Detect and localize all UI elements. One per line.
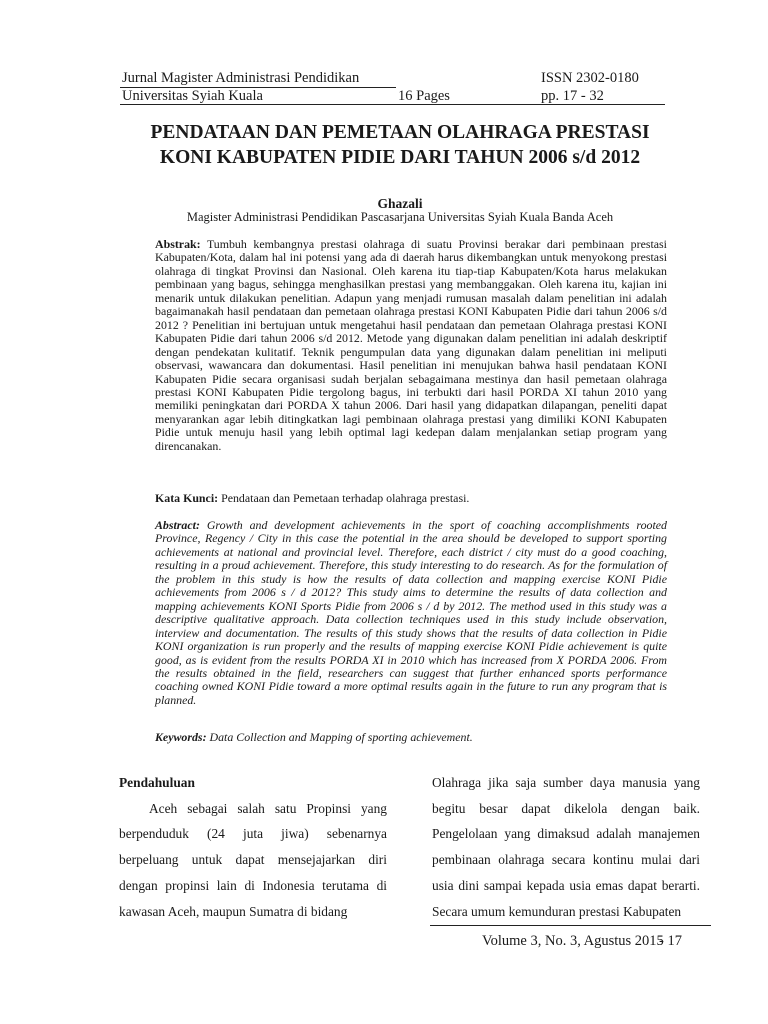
page-range: pp. 17 - 32 xyxy=(541,88,604,104)
article-title xyxy=(100,120,700,170)
keywords-label: Keywords: xyxy=(155,730,207,744)
footer-rule xyxy=(430,925,711,926)
kata-kunci-label: Kata Kunci: xyxy=(155,491,219,505)
abstrak-paragraph xyxy=(155,238,667,453)
left-column-text: Aceh sebagai salah satu Propinsi yang berpenduduk (24 juta jiwa) sebenarnya berpeluang untuk dapat mensejajarkan diri dengan propinsi lain di Indonesia terutama di kawasan Aceh, maupun Sumatra di bidang xyxy=(119,800,387,919)
journal-name: Jurnal Magister Administrasi Pendidikan xyxy=(122,70,360,86)
university-name: Universitas Syiah Kuala xyxy=(122,88,263,104)
header-rule-left xyxy=(120,87,396,88)
kata-kunci-paragraph xyxy=(155,492,667,505)
footer-volume: Volume 3, No. 3, Agustus 2015 xyxy=(482,933,664,949)
abstract-paragraph xyxy=(155,519,667,707)
keywords-text: Data Collection and Mapping of sporting achievement. xyxy=(209,730,473,744)
footer-page-number: - 17 xyxy=(659,933,682,949)
author-name: Ghazali xyxy=(377,196,423,211)
issn: ISSN 2302-0180 xyxy=(541,70,639,86)
abstract-text: Growth and development achievements in the sport of coaching accomplishments rooted Province, Regency / City in this case the potential in the area should be developed to support sporting achievements at national and provincial level. Therefore, each district / city must do a good coaching, resulting in a proud achievement. Therefore, this study interesting to do research. As for the formulation of the problem in this study is how the results of data collection and mapping exercise KONI Pidie achievements from 2006 s / d 2012? This study aims to determine the results of data collection and mapping achievements KONI Sports Pidie from 2006 s / d by 2012. The method used in this study was a descriptive qualitative approach. Data collection techniques used in this study include observation, interview and documentation. The results of this study shows that the results of data collection in Pidie KONI organization is run properly and the results of mapping exercise KONI Pidie achievement is quite good, as is evident from the results PORDA XI in 2010 which has increased from X PORDA 2006. From the results obtained in the field, researchers can suggest that further enhanced sports performance coaching owned KONI Pidie toward a more optimal results again in the future to run any program that is planned. xyxy=(155,518,667,707)
title-line-2: KONI KABUPATEN PIDIE DARI TAHUN 2006 s/d 2012 xyxy=(159,147,641,168)
right-column-text: Olahraga jika saja sumber daya manusia yang begitu besar dapat dikelola dengan baik. Pengelolaan yang dimaksud adalah manajemen pembinaan olahraga secara kontinu mulai dari usia dini sampai kepada usia emas dapat berarti. Secara umum kemunduran prestasi Kabupaten xyxy=(432,775,700,919)
page-count: 16 Pages xyxy=(398,88,450,104)
abstract-label: Abstract: xyxy=(155,518,200,532)
section-heading: Pendahuluan xyxy=(119,775,195,790)
left-column xyxy=(119,770,387,924)
right-column xyxy=(432,770,700,924)
title-line-1: PENDATAAN DAN PEMETAAN OLAHRAGA PRESTASI xyxy=(150,122,650,143)
abstrak-text: Tumbuh kembangnya prestasi olahraga di suatu Provinsi berakar dari pembinaan prestasi Kabupaten/Kota, dalam hal ini potensi yang ada di daerah harus dikembangkan untuk menyokong prestasi olahraga di tingkat Provinsi dan Nasional. Oleh karena itu tiap-tiap Kabupaten/Kota harus melakukan pembinaan yang bagus, sehingga menghasilkan prestasi yang membanggakan. Oleh karena itu, kajian ini menarik untuk dilakukan penelitian. Adapun yang menjadi rumusan masalah dalam penelitian ini adalah bagaimanakah hasil pendataan dan pemetaan olahraga prestasi KONI Kabupaten Pidie dari tahun 2006 s/d 2012 ? Penelitian ini bertujuan untuk mengetahui hasil pendataan dan pemetaan Olahraga prestasi KONI Kabupaten Pidie dari tahun 2006 s/d 2012. Metode yang digunakan dalam penelitian ini adalah deskriptif dengan pendekatan kulitatif. Teknik pengumpulan data yang digunakan dalam penelitian ini meliputi observasi, wawancara dan dokumentasi. Hasil penelitian ini menujukan bahwa hasil pendataan KONI Kabupaten Pidie secara organisasi sudah berjalan sebagaimana mestinya dan hasil pemetaan olahraga prestasi KONI Kabupaten Pidie tergolong bagus, ini terbukti dari hasil PORDA XI tahun 2010 yang memiliki peningkatan dari PORDA X tahun 2006. Dari hasil yang didapatkan dilapangan, peneliti dapat menyarankan agar lebih ditingkatkan lagi pembinaan olahraga prestasi yang dimiliki KONI Kabupaten Pidie untuk menuju hasil yang lebih optimal lagi kedepan dalam menjalankan setiap program yang direncanakan. xyxy=(155,237,667,453)
keywords-paragraph xyxy=(155,731,667,744)
header-rule-bottom xyxy=(120,104,665,105)
author-affiliation: Magister Administrasi Pendidikan Pascasarjana Universitas Syiah Kuala Banda Aceh xyxy=(186,210,614,224)
abstrak-label: Abstrak: xyxy=(155,237,201,251)
kata-kunci-text: Pendataan dan Pemetaan terhadap olahraga prestasi. xyxy=(221,491,470,505)
